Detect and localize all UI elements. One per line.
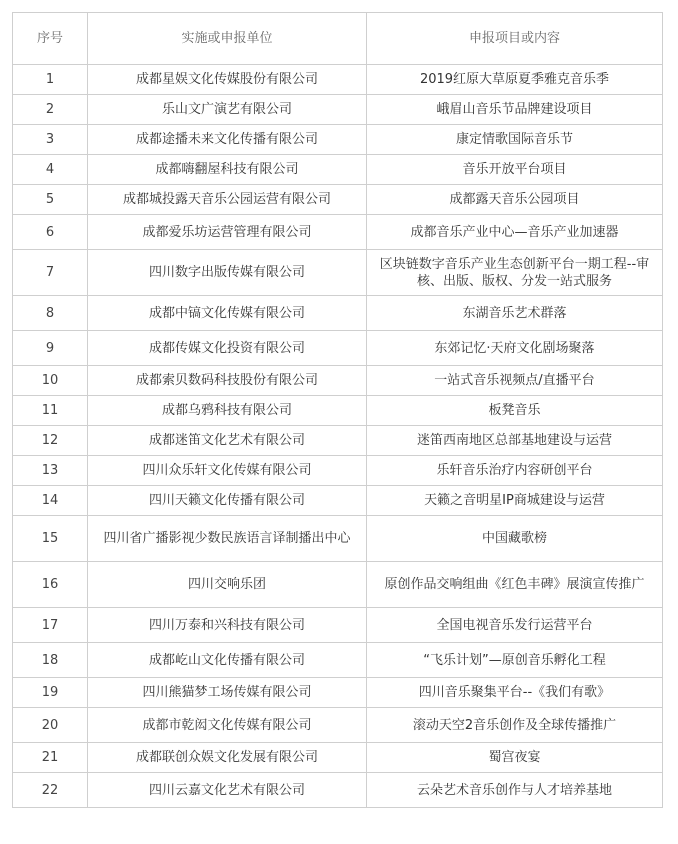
header-item: 申报项目或内容 [367,13,663,65]
row-item: 一站式音乐视频点/直播平台 [367,366,663,396]
table-row [13,215,663,250]
header-unit: 实施或申报单位 [88,13,367,65]
table-row [13,65,663,95]
row-item: 2019红原大草原夏季雅克音乐季 [367,65,663,95]
row-number: 5 [13,185,88,215]
row-item: 中国藏歌榜 [367,516,663,562]
row-number: 17 [13,608,88,643]
row-number: 11 [13,396,88,426]
row-item: 云朵艺术音乐创作与人才培养基地 [367,773,663,808]
row-unit: 四川熊猫梦工场传媒有限公司 [88,678,367,708]
row-unit: 四川天籁文化传播有限公司 [88,486,367,516]
row-unit: 成都迷笛文化艺术有限公司 [88,426,367,456]
row-item: 区块链数字音乐产业生态创新平台一期工程--审核、出版、版权、分发一站式服务 [367,250,663,296]
row-number: 21 [13,743,88,773]
row-unit: 成都爱乐坊运营管理有限公司 [88,215,367,250]
row-unit: 成都中镐文化传媒有限公司 [88,296,367,331]
table-row [13,643,663,678]
row-number: 19 [13,678,88,708]
row-item: 板凳音乐 [367,396,663,426]
row-item: 原创作品交响组曲《红色丰碑》展演宣传推广 [367,562,663,608]
row-number: 1 [13,65,88,95]
row-unit: 成都索贝数码科技股份有限公司 [88,366,367,396]
row-item: 全国电视音乐发行运营平台 [367,608,663,643]
row-item: 东郊记忆·天府文化剧场聚落 [367,331,663,366]
row-unit: 四川数字出版传媒有限公司 [88,250,367,296]
table-row [13,516,663,562]
row-number: 3 [13,125,88,155]
table-row [13,396,663,426]
row-number: 9 [13,331,88,366]
table-row [13,296,663,331]
row-item: “飞乐计划”—原创音乐孵化工程 [367,643,663,678]
row-item: 迷笛西南地区总部基地建设与运营 [367,426,663,456]
table-body [13,65,663,808]
row-number: 6 [13,215,88,250]
row-number: 2 [13,95,88,125]
table-row [13,125,663,155]
table-row [13,250,663,296]
row-unit: 乐山文广演艺有限公司 [88,95,367,125]
row-unit: 成都传媒文化投资有限公司 [88,331,367,366]
row-item: 成都音乐产业中心—音乐产业加速器 [367,215,663,250]
row-item: 峨眉山音乐节品牌建设项目 [367,95,663,125]
row-number: 10 [13,366,88,396]
row-item: 滚动天空2音乐创作及全球传播推广 [367,708,663,743]
row-number: 12 [13,426,88,456]
row-unit: 四川云嘉文化艺术有限公司 [88,773,367,808]
table-row [13,773,663,808]
table-row [13,743,663,773]
row-unit: 成都嗨翻屋科技有限公司 [88,155,367,185]
row-unit: 成都联创众娱文化发展有限公司 [88,743,367,773]
table-row [13,426,663,456]
row-number: 22 [13,773,88,808]
table-row [13,708,663,743]
table-row [13,155,663,185]
project-table [12,12,663,808]
row-number: 15 [13,516,88,562]
table-header-row [13,13,663,65]
row-item: 蜀宫夜宴 [367,743,663,773]
table-row [13,608,663,643]
table-row [13,456,663,486]
table-row [13,486,663,516]
row-unit: 四川交响乐团 [88,562,367,608]
table-row [13,562,663,608]
row-item: 东湖音乐艺术群落 [367,296,663,331]
row-item: 乐轩音乐治疗内容研创平台 [367,456,663,486]
row-item: 康定情歌国际音乐节 [367,125,663,155]
row-unit: 成都市乾闳文化传媒有限公司 [88,708,367,743]
table-row [13,185,663,215]
row-number: 7 [13,250,88,296]
row-number: 4 [13,155,88,185]
table-row [13,95,663,125]
row-number: 8 [13,296,88,331]
row-unit: 成都乌鸦科技有限公司 [88,396,367,426]
row-unit: 成都途播未来文化传播有限公司 [88,125,367,155]
header-no: 序号 [13,13,88,65]
row-item: 音乐开放平台项目 [367,155,663,185]
row-number: 14 [13,486,88,516]
table-row [13,678,663,708]
row-unit: 四川众乐轩文化传媒有限公司 [88,456,367,486]
table-row [13,366,663,396]
row-unit: 成都星娱文化传媒股份有限公司 [88,65,367,95]
row-item: 天籁之音明星IP商城建设与运营 [367,486,663,516]
row-unit: 成都城投露天音乐公园运营有限公司 [88,185,367,215]
row-number: 13 [13,456,88,486]
row-number: 16 [13,562,88,608]
row-number: 20 [13,708,88,743]
row-unit: 四川省广播影视少数民族语言译制播出中心 [88,516,367,562]
table-row [13,331,663,366]
row-item: 成都露天音乐公园项目 [367,185,663,215]
row-unit: 成都屹山文化传播有限公司 [88,643,367,678]
row-item: 四川音乐聚集平台--《我们有歌》 [367,678,663,708]
row-number: 18 [13,643,88,678]
row-unit: 四川万泰和兴科技有限公司 [88,608,367,643]
